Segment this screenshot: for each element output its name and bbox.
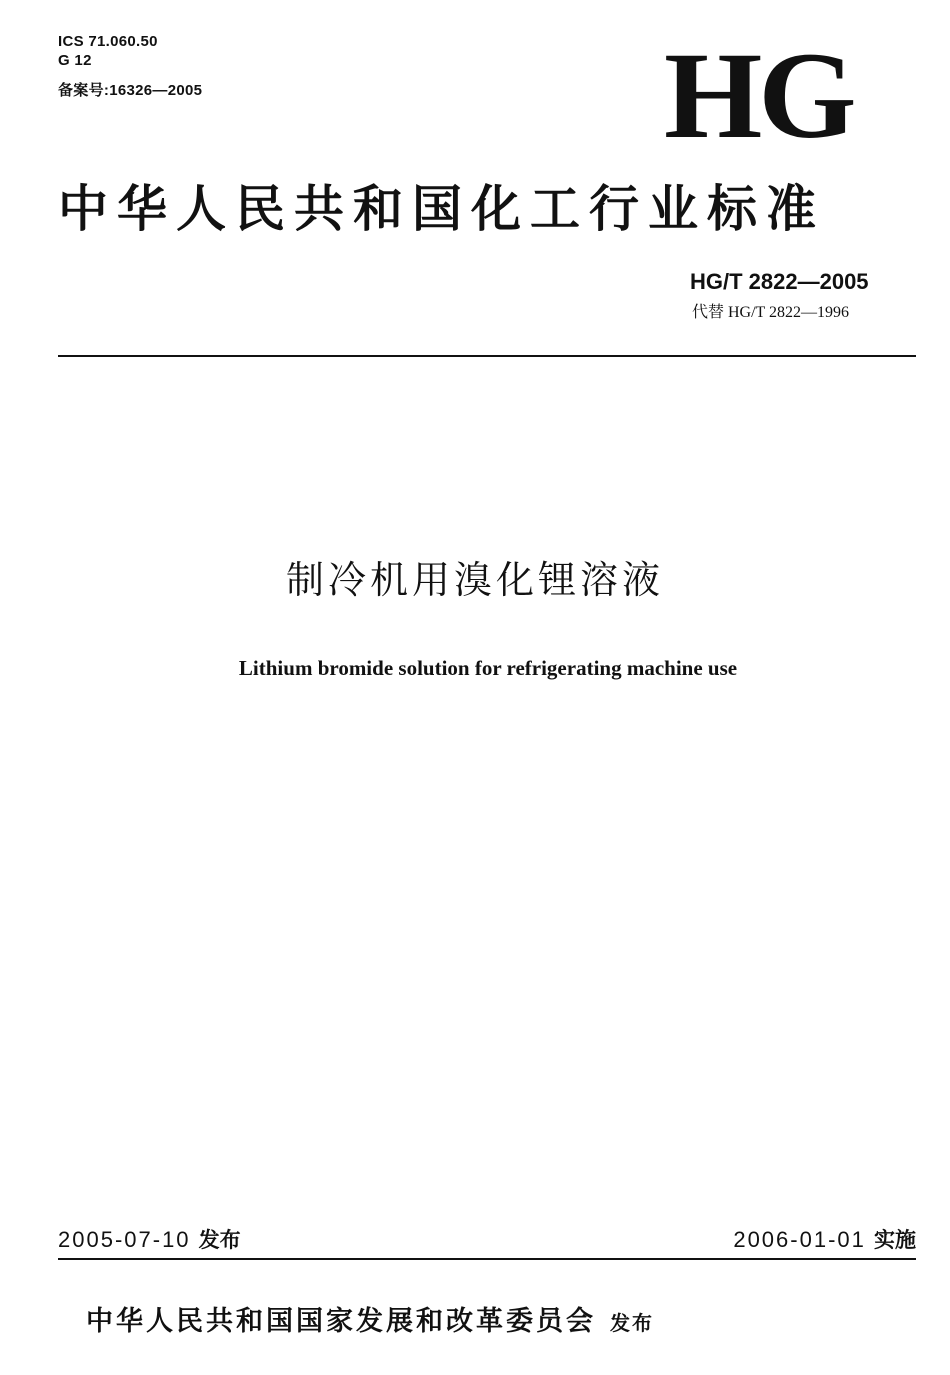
ics-code: ICS 71.060.50 (58, 33, 158, 50)
publisher-name: 中华人民共和国国家发展和改革委员会 (86, 1306, 596, 1337)
implementation-date-line (733, 1225, 916, 1255)
replaces-standard: 代替 HG/T 2822—1996 (692, 304, 850, 321)
ccs-code: G 12 (58, 52, 92, 69)
issue-date: 2005-07-10 (58, 1227, 191, 1252)
publisher-action: 发布 (610, 1311, 654, 1335)
standard-type-title: 中华人民共和国化工行业标准 (58, 179, 825, 238)
standard-number: HG/T 2822—2005 (690, 269, 869, 294)
publisher-line (86, 1300, 916, 1345)
issue-date-line (58, 1225, 241, 1255)
hg-logo: HG (664, 27, 853, 164)
record-number: 备案号:16326—2005 (58, 82, 203, 99)
implementation-label: 实施 (874, 1228, 916, 1252)
document-title-en: Lithium bromide solution for refrigerating machine use (238, 656, 738, 680)
issue-label: 发布 (198, 1228, 241, 1252)
header-divider (58, 355, 916, 357)
implementation-date: 2006-01-01 (733, 1227, 866, 1252)
footer-divider (58, 1258, 916, 1260)
document-title-cn: 制冷机用溴化锂溶液 (285, 558, 664, 602)
